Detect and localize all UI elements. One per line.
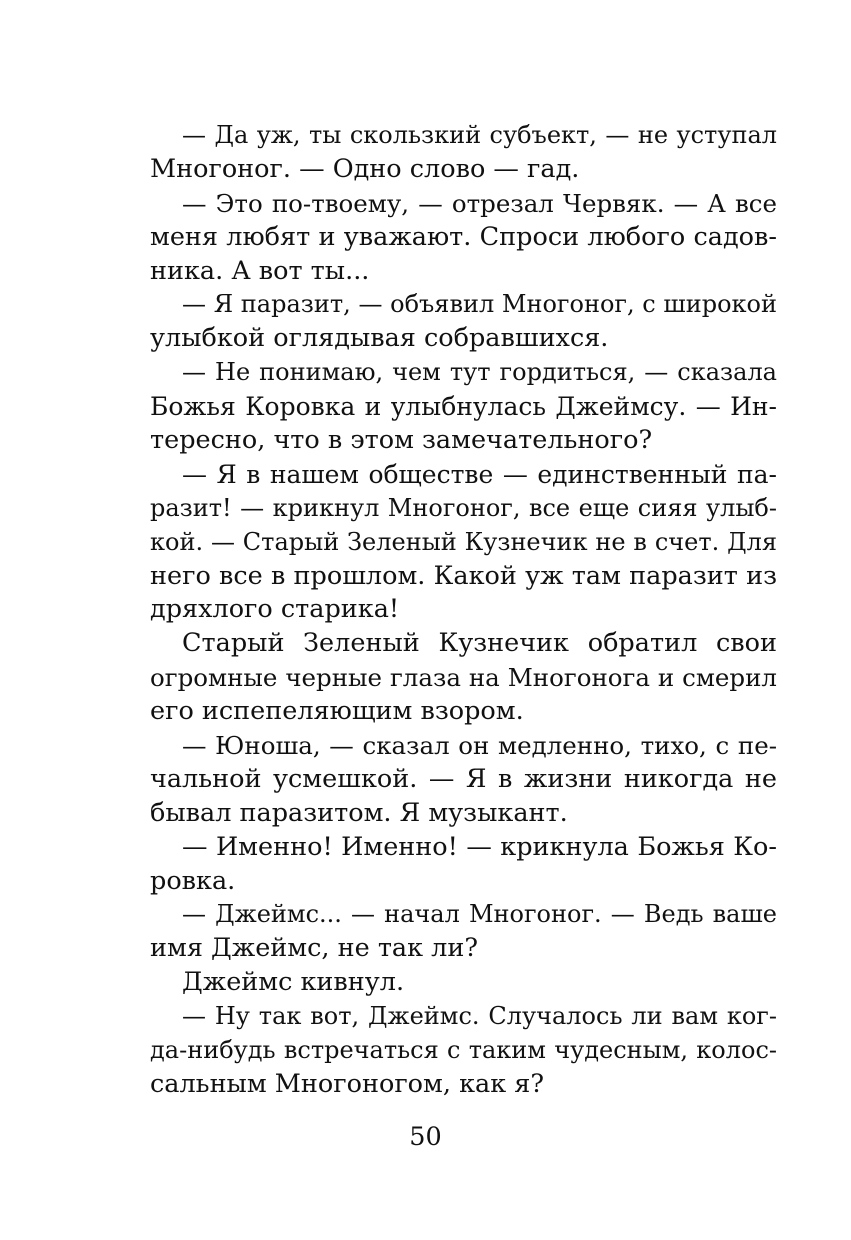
book-page-text (150, 119, 777, 1102)
text-line: сальным Многоногом, как я? (150, 1068, 545, 1099)
text-line: тересно, что в этом замечательного? (150, 425, 653, 456)
text-line: улыбкой оглядывая собравшихся. (150, 323, 609, 354)
page-number: 50 (409, 1122, 442, 1152)
text-line: огромные черные глаза на Многонога и смерил (150, 663, 777, 693)
text-line: — Не понимаю, чем тут гордиться, — сказала (182, 358, 777, 387)
text-line: — Да уж, ты скользкий субъект, — не уступал (182, 121, 777, 149)
text-line: Божья Коровка и улыбнулась Джеймсу. — Ин- (150, 392, 777, 422)
text-line: Многоног. — Одно слово — гад. (150, 153, 580, 184)
text-line: Старый Зеленый Кузнечик обратил свои (182, 628, 777, 659)
text-line: его испепеляющим взором. (150, 696, 524, 727)
text-line: — Юноша, — сказал он медленно, тихо, с пе- (182, 731, 777, 761)
text-line: да-нибудь встречаться с таким чудесным, колос- (150, 1036, 777, 1065)
text-line: него все в прошлом. Какой уж там паразит из (150, 560, 777, 591)
text-line: — Ну так вот, Джеймс. Случалось ли вам ког- (182, 1002, 777, 1031)
text-line: ровка. (150, 865, 236, 896)
text-line: — Это по-твоему, — отрезал Червяк. — А все (182, 188, 777, 218)
text-line: — Я в нашем обществе — единственный па- (182, 459, 777, 489)
text-line: чальной усмешкой. — Я в жизни никогда не (150, 763, 777, 794)
text-line: — Именно! Именно! — крикнула Божья Ко- (182, 831, 777, 862)
text-line: имя Джеймс, не так ли? (150, 933, 479, 964)
text-line: дряхлого старика! (150, 594, 400, 625)
text-line: — Я паразит, — объявил Многоног, с широкой (182, 290, 777, 319)
text-line: — Джеймс... — начал Многоног. — Ведь ваше (182, 900, 777, 929)
text-line: бывал паразитом. Я музыкант. (150, 797, 568, 828)
text-line: кой. — Старый Зеленый Кузнечик не в счет. Для (150, 527, 777, 556)
text-line: меня любят и уважают. Спроси любого садов- (150, 221, 777, 252)
text-line: Джеймс кивнул. (182, 967, 405, 998)
text-line: ника. А вот ты... (150, 255, 370, 286)
text-line: разит! — крикнул Многоног, все еще сияя улыб- (150, 493, 777, 522)
